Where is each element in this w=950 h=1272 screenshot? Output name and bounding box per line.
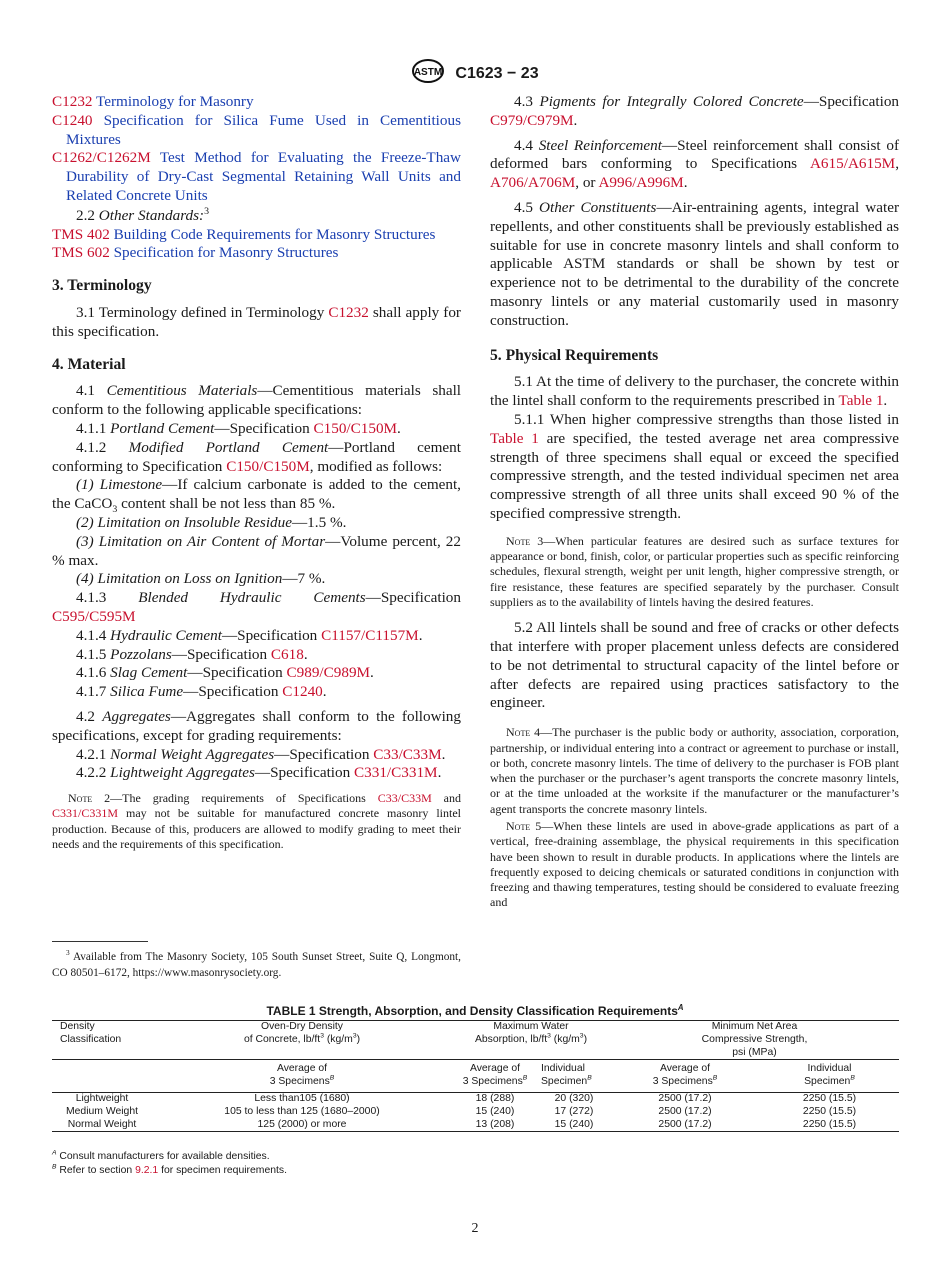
ref-code-link[interactable]: C1262/C1262M — [52, 149, 151, 167]
para-4-5: 4.5 Other Constituents—Air-entraining agents, integral water repellents, and other constituents shall be previously established as suitable for use in concrete masonry lintels and shall conform to applicable ASTM standards or shall be shown by test or experience not to be detrimental to the durability of the concrete masonry lintels or any material customarily used in masonry construction. — [490, 198, 899, 329]
note-4: Note 4—The purchaser is the public body or authority, association, corporation, partnership, or individual entering into a contract or agreement to purchase or install, or both, concrete masonry lintels. The time of delivery to the purchaser is FOB plant when the purchaser or the purchaser’s agent transports the concrete masonry lintels, or at the time unloaded at the worksite if the manufacturer or the manufacturer’s agent transports the concrete masonry lintels. — [490, 725, 899, 816]
astm-logo-icon — [411, 58, 445, 89]
ref-code-link[interactable]: C1232 — [52, 93, 93, 110]
note-5: Note 5—When these lintels are used in above-grade applications as part of a vertical, free-draining assemblage, the physical requirements in this specification have been shown to result in durable products. In applications where the lintels are frequently exposed to deicing chemicals or saturated conditions in conjunction with freezing and thawing temperatures, testing should be considered to evaluate freezing and — [490, 818, 899, 910]
right-column — [490, 93, 899, 917]
svg-text:ASTM: ASTM — [414, 67, 443, 78]
table-row: Lightweight Less than105 (1680) 18 (288) 20 (320) 2500 (17.2) 2250 (15.5) — [75, 1092, 857, 1104]
para-4-1-7: 4.1.7 Silica Fume—Specification C1240. — [76, 683, 327, 701]
link-c33[interactable]: C33/C33M — [377, 791, 432, 806]
link-a706[interactable]: A706/A706M — [490, 174, 576, 192]
link-c1157[interactable]: C1157/C1157M — [321, 626, 419, 644]
para-5-1-1: 5.1.1 When higher compressive strengths than those listed in Table 1 are specified, the tested average net area compressive strength of three specimens shall equal or exceed the specified compressive strength, and the tested individual specimen net area compressive strength of all three units shall exceed 90 % of the specified compressive strength. — [490, 410, 900, 522]
section-5-title: 5. Physical Requirements — [490, 346, 659, 364]
para-4-1-5: 4.1.5 Pozzolans—Specification C618. — [76, 645, 308, 663]
para-5-1: 5.1 At the time of delivery to the purchaser, the concrete within the lintel shall conform to the requirements prescribed in Table 1. — [490, 373, 899, 410]
left-column — [52, 93, 461, 858]
ref-title-link[interactable]: Building Code Requirements for Masonry Structures — [113, 225, 436, 243]
col-header-density: Density Classification — [52, 1021, 152, 1060]
link-c150[interactable]: C150/C150M — [226, 457, 310, 475]
para-4-2: 4.2 Aggregates—Aggregates shall conform to the following specifications, except for grading requirements: — [52, 707, 461, 744]
subheader-average: Average of 3 Specimens$^B$ — [152, 1060, 452, 1093]
para-4-1-3: 4.1.3 Blended Hydraulic Cements—Specification C595/C595M — [52, 589, 461, 625]
designation: C1623 − 23 — [455, 64, 539, 82]
footnote-rule — [52, 941, 148, 942]
ref-code-link[interactable]: TMS 602 — [52, 244, 110, 262]
ref-title-link[interactable]: Specification for Silica Fume Used in Cementitious Mixtures — [66, 111, 461, 148]
classification-table — [52, 1020, 899, 1132]
subheader-individual: Individual Specimen$^B$ — [760, 1060, 899, 1093]
link-c331[interactable]: C331/C331M — [354, 764, 438, 782]
section-3-title: 3. Terminology — [52, 277, 152, 295]
modification-4: (4) Limitation on Loss on Ignition—7 %. — [76, 570, 326, 588]
link-c618[interactable]: C618 — [270, 645, 304, 663]
link-a615[interactable]: A615/A615M — [809, 155, 896, 173]
ref-code-link[interactable]: C1240 — [52, 111, 93, 129]
link-c595[interactable]: C595/C595M — [52, 607, 136, 625]
link-c1240[interactable]: C1240 — [282, 683, 323, 701]
link-c150[interactable]: C150/C150M — [313, 419, 398, 437]
para-4-2-1: 4.2.1 Normal Weight Aggregates—Specification C33/C33M. — [76, 745, 446, 763]
table-footnote-a: $^A$ Consult manufacturers for available densities. — [52, 1149, 270, 1162]
note-2: Note 2—The grading requirements of Specifications C33/C33M and C331/C331M may not be suitable for manufactured concrete masonry lintel production. Because of this, producers are allowed to modify grading to meet their needs and the requirements of this specification. — [52, 791, 462, 851]
para-4-2-2: 4.2.2 Lightweight Aggregates—Specification C331/C331M. — [76, 764, 442, 782]
para-4-1-1: 4.1.1 Portland Cement—Specification C150/C150M. — [76, 419, 401, 437]
para-4-1-6: 4.1.6 Slag Cement—Specification C989/C989M. — [76, 664, 374, 682]
para-4-3: 4.3 Pigments for Integrally Colored Concrete—Specification C979/C979M. — [490, 93, 900, 129]
subheader-average: Average of 3 Specimens$^B$ — [452, 1060, 538, 1093]
page-number: 2 — [471, 1221, 479, 1236]
other-standards-heading: 2.2 Other Standards:$^3$ — [76, 205, 210, 224]
link-c33[interactable]: C33/C33M — [373, 745, 442, 763]
ref-tms402 — [52, 226, 461, 245]
ref-code-link[interactable]: TMS 402 — [52, 225, 110, 243]
table-row: Medium Weight 105 to less than 125 (1680–2000) 15 (240) 17 (272) 2500 (17.2) 2250 (15.5) — [66, 1105, 857, 1117]
para-4-1-2: 4.1.2 Modified Portland Cement—Portland cement conforming to Specification C150/C150M, modified as follows: — [52, 438, 461, 475]
link-c331[interactable]: C331/C331M — [52, 806, 119, 821]
col-header-strength: Minimum Net Area Compressive Strength, psi (MPa) — [610, 1021, 899, 1060]
ref-title-link[interactable]: Terminology for Masonry — [96, 93, 254, 110]
table-subheader-row — [52, 1060, 899, 1093]
ref-c1262 — [52, 149, 461, 205]
ref-c1232 — [52, 93, 461, 112]
footnote-3: $^3$ Available from The Masonry Society, 105 South Sunset Street, Suite Q, Longmont, CO 80501–6172, https://www.masonrysociety.org. — [52, 948, 461, 979]
modification-3: (3) Limitation on Air Content of Mortar—Volume percent, 22 % max. — [52, 532, 461, 569]
modification-1: (1) Limestone—If calcium carbonate is added to the cement, the CaCO$_3$ content shall be not less than 85 %. — [52, 476, 461, 516]
table-header-row — [52, 1021, 899, 1060]
ref-title-link[interactable]: Specification for Masonry Structures — [113, 244, 339, 262]
link-table-1[interactable]: Table 1 — [838, 392, 884, 410]
col-header-absorption: Maximum Water Absorption, $lb/ft^3$ $(kg/m^3)$ — [452, 1021, 610, 1060]
note-3: Note 3—When particular features are desired such as surface textures for appearance or bond, finish, color, or particular properties such as specific reinforcing schedules, flexural strength, weight per unit length, higher compressive strength, or fire resistance, these features are specified separately by the purchaser. Consult suppliers as to the availability of lintels having the desired features. — [490, 533, 899, 609]
modification-2: (2) Limitation on Insoluble Residue—1.5 %. — [76, 513, 347, 531]
para-5-2: 5.2 All lintels shall be sound and free of cracks or other defects that interfere with proper placement unless defects are considered to be not detrimental to structural capacity of the lintel before or after defects are repaired using practices satisfactory to the engineer. — [490, 619, 899, 712]
link-a996[interactable]: A996/A996M — [598, 174, 684, 192]
link-c989[interactable]: C989/C989M — [286, 664, 371, 682]
table-row: Normal Weight 125 (2000) or more 13 (208) 15 (240) 2500 (17.2) 2250 (15.5) — [52, 1119, 899, 1132]
para-3-1: 3.1 Terminology defined in Terminology C1232 shall apply for this specification. — [52, 303, 461, 340]
subheader-individual: Individual Specimen$^B$ — [538, 1060, 610, 1093]
col-header-oven-dry: Oven-Dry Density of Concrete, $lb/ft^3$ $(kg/m^3)$ — [152, 1021, 452, 1060]
para-4-1-4: 4.1.4 Hydraulic Cement—Specification C1157/C1157M. — [76, 626, 423, 644]
para-4-4: 4.4 Steel Reinforcement—Steel reinforcement shall consist of deformed bars conforming to Specifications A615/A615M, A706/A706M, or A996/A996M. — [490, 136, 900, 192]
section-4-title: 4. Material — [52, 355, 126, 373]
ref-c1240 — [52, 112, 461, 150]
table-title: TABLE 1 Strength, Absorption, and Density Classification Requirements$^A$ — [266, 1003, 684, 1018]
table-footnote-b: $^B$ Refer to section 9.2.1 for specimen requirements. — [52, 1163, 287, 1176]
para-4-1: 4.1 Cementitious Materials—Cementitious materials shall conform to the following applicable specifications: — [52, 382, 462, 419]
page-header — [0, 58, 950, 89]
ref-title-link[interactable]: Test Method for Evaluating the Freeze-Thaw Durability of Dry-Cast Segmental Retaining Wall Units and Related Concrete Units — [66, 149, 461, 204]
ref-tms602 — [52, 244, 461, 263]
link-c979[interactable]: C979/C979M — [490, 111, 574, 129]
link-9-2-1[interactable]: 9.2.1 — [135, 1165, 159, 1176]
link-table-1[interactable]: Table 1 — [490, 429, 539, 447]
subheader-average: Average of 3 Specimens$^B$ — [610, 1060, 760, 1093]
link-c1232[interactable]: C1232 — [328, 303, 369, 321]
